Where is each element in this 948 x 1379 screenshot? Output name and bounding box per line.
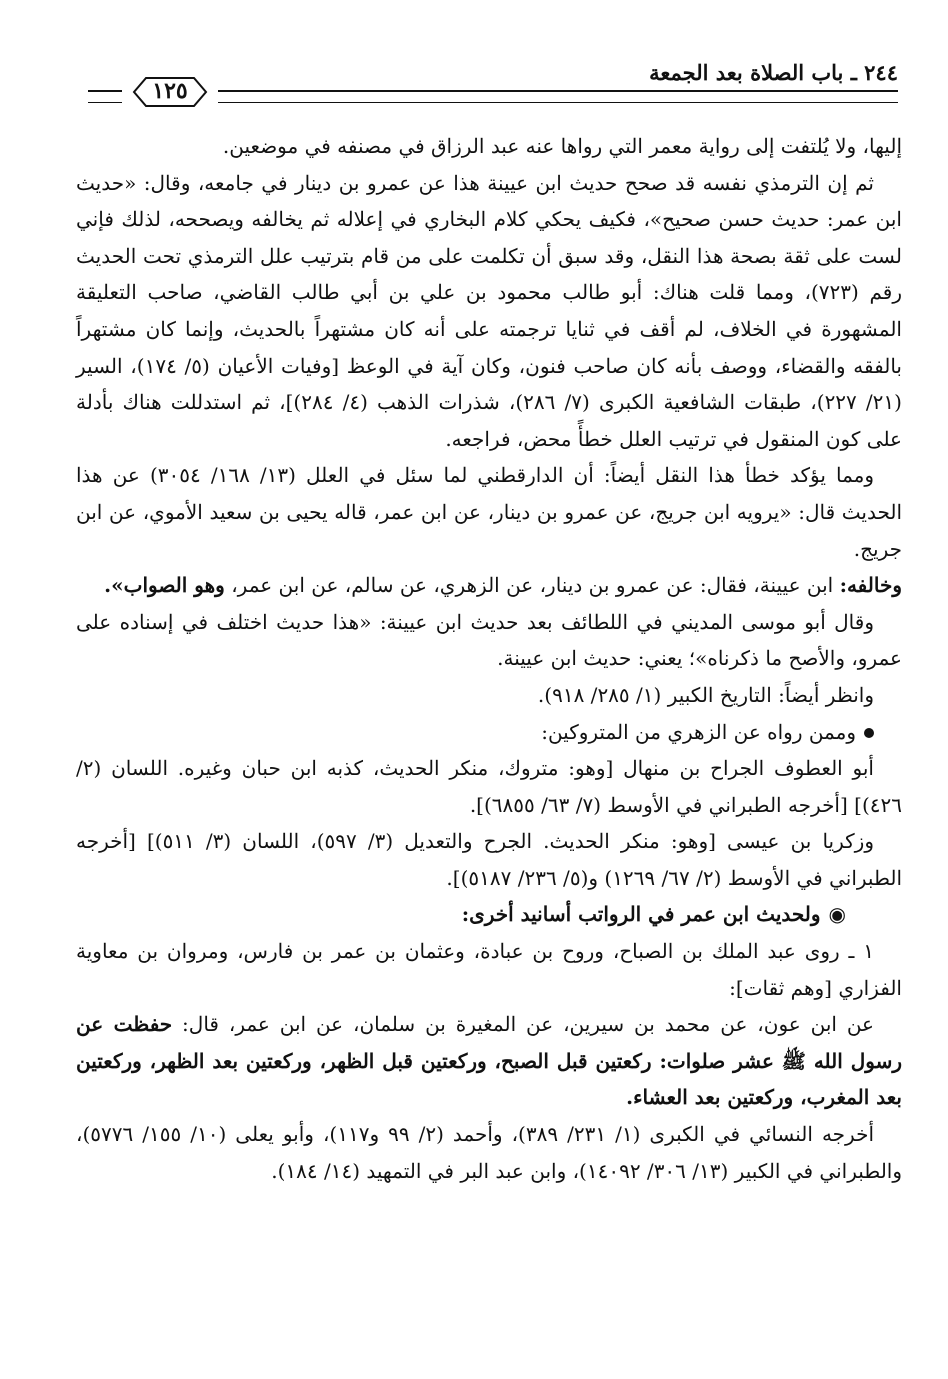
paragraph-text: عن ابن عون، عن محمد بن سيرين، عن المغيرة بن سلمان، عن ابن عمر، قال: [172,1012,874,1037]
page-header [88,60,898,116]
paragraph-text: أبو العطوف الجراح بن منهال [وهو: متروك، منكر الحديث، كذبه ابن حبان وغيره. اللسان (٢/ ٤٢٦)] [أخرجه الطبراني في الأوسط (٧/ ٦٣/ ٦٨٥٥)]. [76,756,902,817]
page-number-badge [124,72,216,112]
section-marker-icon: ◉ [828,902,846,927]
page-body [76,128,902,1189]
paragraph-12 [76,1006,902,1116]
paragraph-3 [76,457,902,567]
paragraph-text: وممن رواه عن الزهري من المتروكين: [541,719,856,744]
paragraph-text: وقال أبو موسى المديني في اللطائف بعد حديث ابن عيينة: «هذا حديث اختلف في إسناده على عمرو، والأصح ما ذكرناه»؛ يعني: حديث ابن عيينة. [76,609,902,671]
paragraph-9 [76,823,902,896]
paragraph-text: إليها، ولا يُلتفت إلى رواية معمر التي رواها عنه عبد الرزاق في مصنفه في موضعين. [222,134,902,158]
bullet-icon [864,728,874,738]
paragraph-13 [76,1116,902,1189]
paragraph-text: وزكريا بن عيسى [وهو: منكر الحديث. الجرح والتعديل (٣/ ٥٩٧)، اللسان (٣/ ٥١١)] [أخرجه الطبراني في الأوسط (٢/ ٦٧/ ١٢٦٩) و(٥/ ٢٣٦/ ٥١٨٧)]. [76,829,902,890]
paragraph-tail: وهو الصواب». [104,573,225,598]
paragraph-5 [76,604,902,677]
paragraph-10 [76,896,902,933]
paragraph-2 [76,165,902,458]
page-number: ١٢٥ [152,78,188,104]
paragraph-11 [76,933,902,1006]
paragraph-text: ١ ـ روى عبد الملك بن الصباح، وروح بن عبادة، وعثمان بن عمر بن فارس، ومروان بن معاوية الفزاري [وهم ثقات]: [76,939,902,1000]
header-rule [218,90,898,103]
chapter-title: ٢٤٤ ـ باب الصلاة بعد الجمعة [649,60,898,85]
paragraph-8 [76,750,902,823]
paragraph-text: ومما يؤكد خطأ هذا النقل أيضاً: أن الدارقطني لما سئل في العلل (١٣/ ١٦٨/ ٣٠٥٤) عن هذا الحديث قال: «يرويه ابن جريج، عن عمرو بن دينار، عن ابن عمر، قاله يحيى بن سعيد الأموي، عن ابن جريج. [76,463,902,561]
paragraph-7 [76,714,902,751]
paragraph-4 [76,567,902,604]
paragraph-text: ابن عيينة، فقال: عن عمرو بن دينار، عن الزهري، عن سالم، عن ابن عمر، [224,573,840,598]
paragraph-6 [76,677,902,714]
paragraph-bold-text: حفظت عن رسول الله ﷺ عشر صلوات: ركعتين قبل الصبح، وركعتين قبل الظهر، وركعتين بعد الظهر، وركعتين بعد المغرب، وركعتين بعد العشاء. [76,1012,902,1110]
paragraph-lead: وخالفه: [839,573,902,598]
paragraph-1 [76,128,902,165]
paragraph-text: أخرجه النسائي في الكبرى (١/ ٢٣١/ ٣٨٩)، وأحمد (٢/ ٩٩ و١١٧)، وأبو يعلى (١٠/ ١٥٥/ ٥٧٧٦)، والطبراني في الكبير (١٣/ ٣٠٦/ ١٤٠٩٢)، وابن عبد البر في التمهيد (١٤/ ١٨٤). [76,1122,902,1183]
paragraph-text: ثم إن الترمذي نفسه قد صحح حديث ابن عيينة هذا عن عمرو بن دينار في جامعه، وقال: «حديث ابن عمر: حديث حسن صحيح»، فكيف يحكي كلام البخاري في إعلاله ثم يخالفه ويصححه، لذلك فإني لست على ثقة بصحة هذا النقل، وقد سبق أن تكلمت على من قام بترتيب علل الترمذي تحت الحديث رقم (٧٢٣)، ومما قلت هناك: أبو طالب محمود بن علي بن أبي طالب القاضي، صاحب التعليقة المشهورة في الخلاف، لم أقف في ثنايا ترجمته على أنه كان مشتهراً بالحديث، وإنما كان مشتهراً بالفقه والقضاء، ووصف بأنه كان صاحب فنون، وكان آية في الوعظ [وفيات الأعيان (٥/ ١٧٤)، السير (٢١/ ٢٢٧)، طبقات الشافعية الكبرى (٧/ ٢٨٦)، شذرات الذهب (٤/ ٢٨٤)]، ثم استدللت هناك بأدلة على كون المنقول في ترتيب العلل خطأً محض، فراجعه. [76,170,902,451]
paragraph-text: ولحديث ابن عمر في الرواتب أسانيد أخرى: [461,902,821,927]
header-rule-left [88,90,122,103]
paragraph-text: وانظر أيضاً: التاريخ الكبير (١/ ٢٨٥/ ٩١٨). [537,682,874,707]
